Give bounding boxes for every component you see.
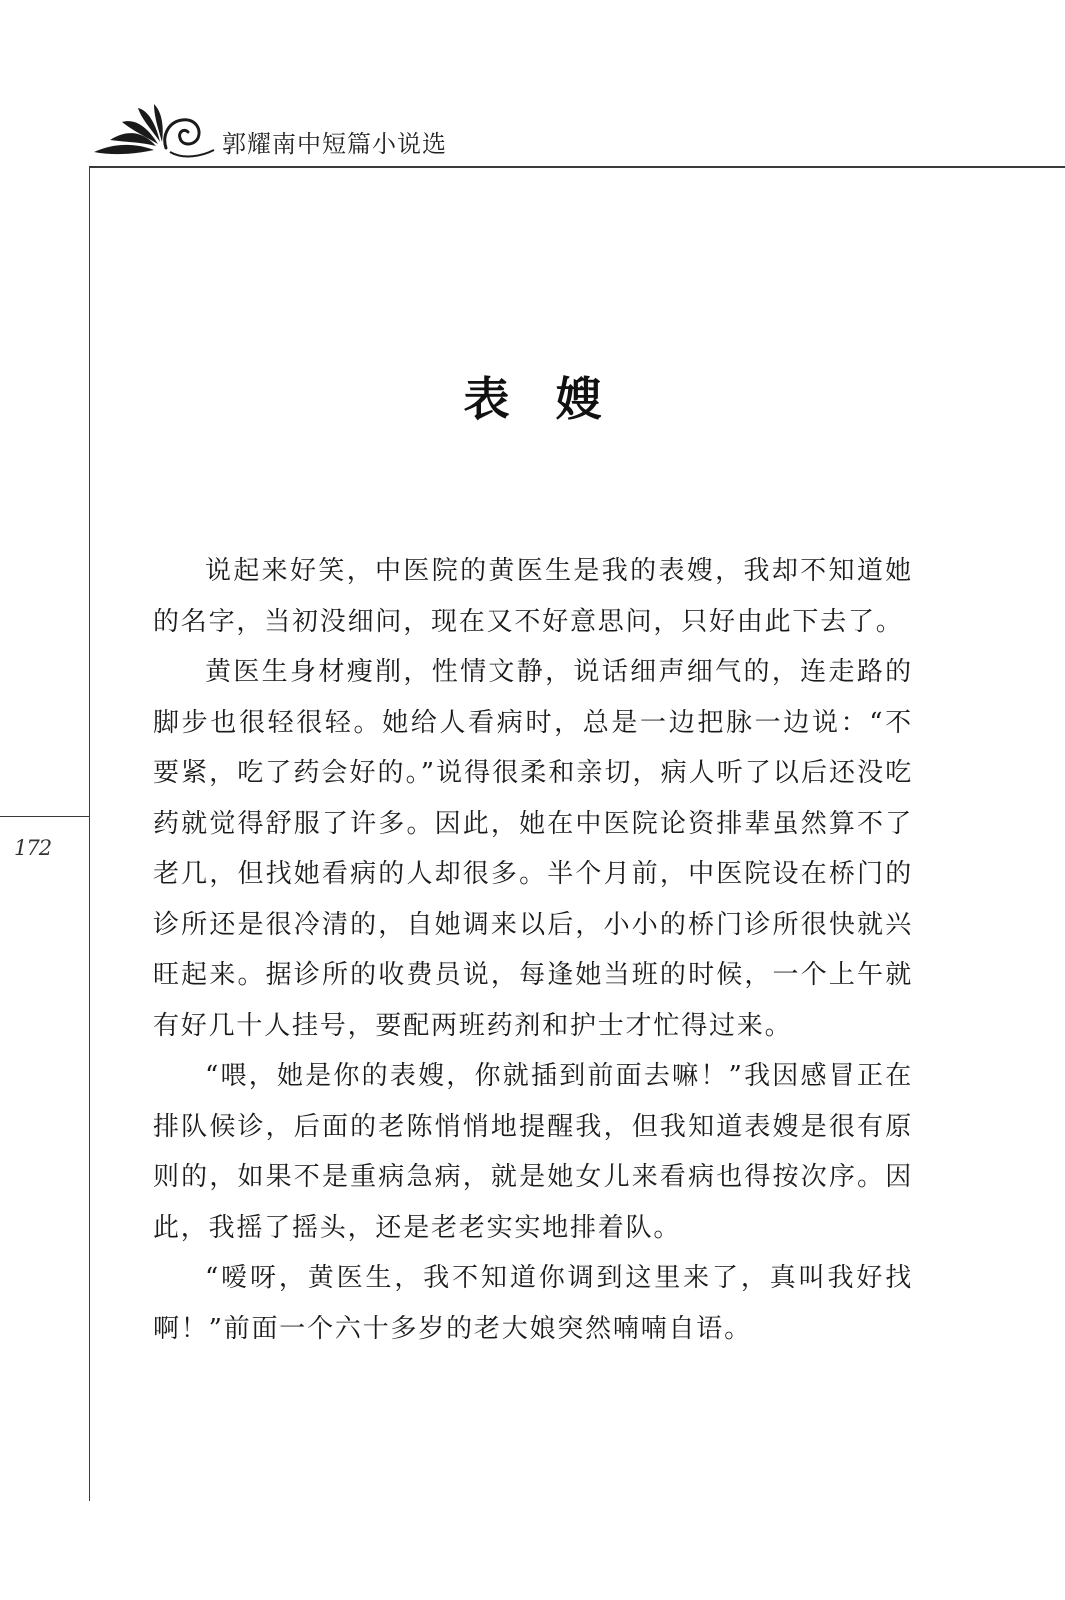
- header-ornament-icon: [92, 100, 217, 162]
- body-text: [153, 546, 913, 1354]
- running-header-book-title: 郭耀南中短篇小说选: [222, 130, 447, 158]
- paragraph: 说起来好笑，中医院的黄医生是我的表嫂，我却不知道她的名字，当初没细问，现在又不好意思问，只好由此下去了。: [153, 556, 913, 637]
- page-number: 172: [14, 836, 52, 860]
- page-number-rule: [0, 816, 89, 817]
- paragraph: “嗳呀，黄医生，我不知道你调到这里来了，真叫我好找啊！”前面一个六十多岁的老大娘突然喃喃自语。: [153, 1263, 913, 1344]
- chapter-title: 表嫂: [463, 372, 648, 426]
- paragraph: 黄医生身材瘦削，性情文静，说话细声细气的，连走路的脚步也很轻很轻。她给人看病时，总是一边把脉一边说：“不要紧，吃了药会好的。”说得很柔和亲切，病人听了以后还没吃药就觉得舒服了许多。因此，她在中医院论资排辈虽然算不了老几，但找她看病的人却很多。半个月前，中医院设在桥门的诊所还是很冷清的，自她调来以后，小小的桥门诊所很快就兴旺起来。据诊所的收费员说，每逢她当班的时候，一个上午就有好几十人挂号，要配两班药剂和护士才忙得过来。: [153, 657, 913, 1041]
- paragraph: “喂，她是你的表嫂，你就插到前面去嘛！”我因感冒正在排队候诊，后面的老陈悄悄地提醒我，但我知道表嫂是很有原则的，如果不是重病急病，就是她女儿来看病也得按次序。因此，我摇了摇头，还是老老实实地排着队。: [153, 1061, 913, 1243]
- header-rule: [90, 166, 1065, 168]
